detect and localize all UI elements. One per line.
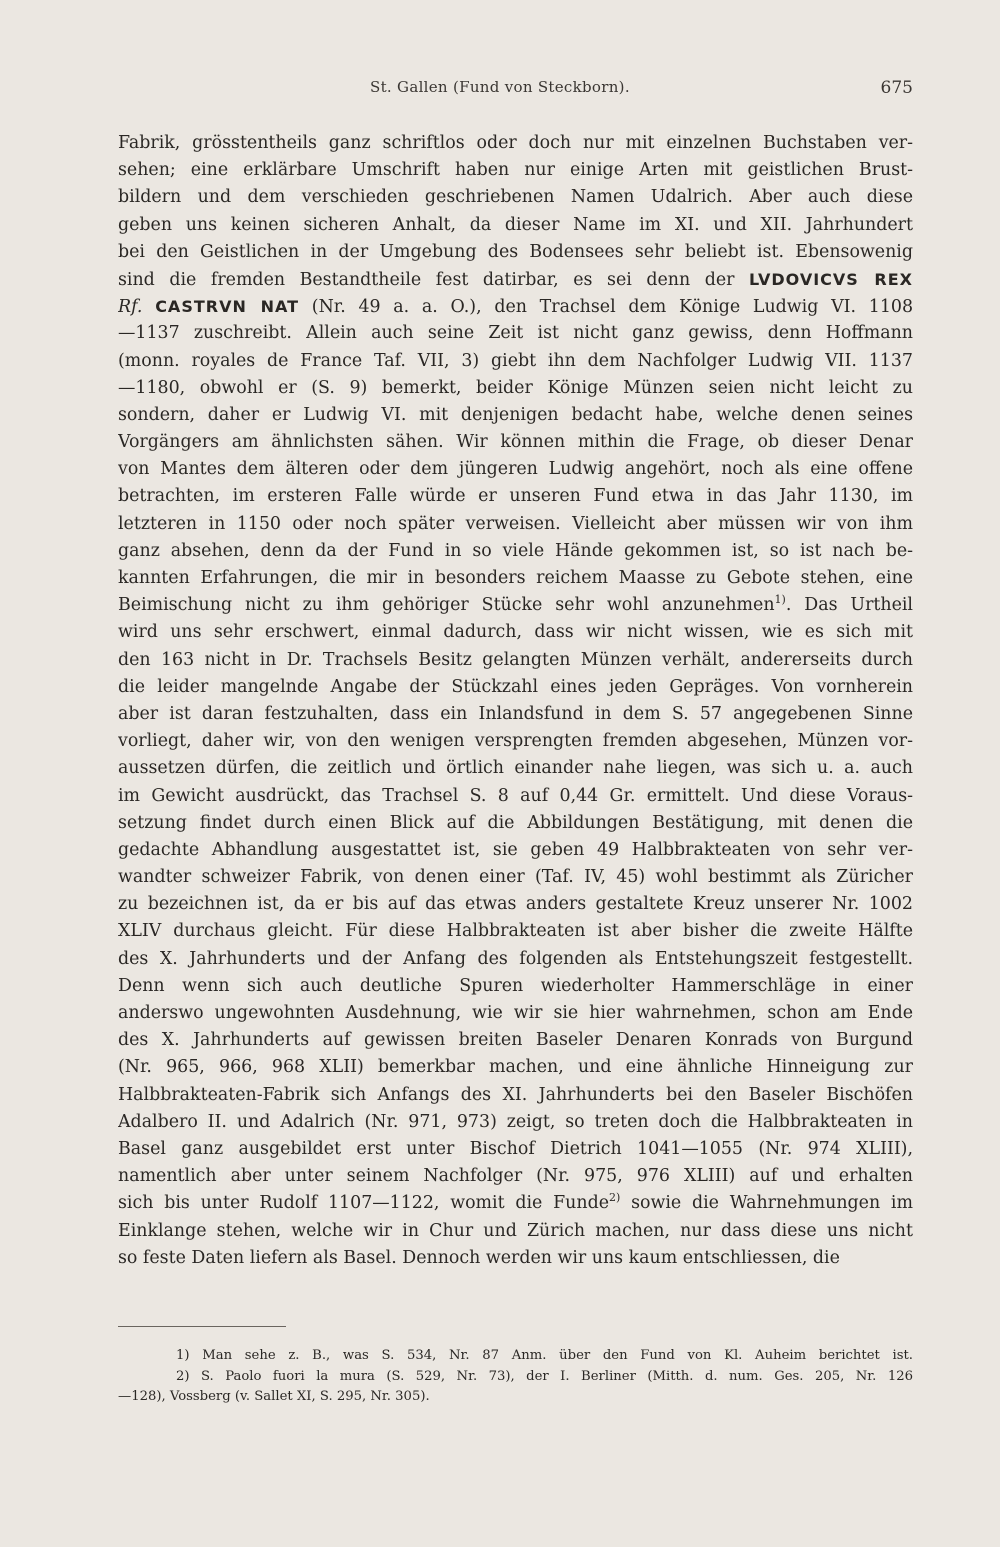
text-line: letzteren in 1150 oder noch später verweisen. Vielleicht aber müssen wir von ihm [118,513,913,534]
text-line: betrachten, im ersteren Falle würde er unseren Fund etwa in das Jahr 1130, im [118,486,913,507]
text-line: die leider mangelnde Angabe der Stückzahl eines jeden Gepräges. Von vornherein [118,676,913,697]
text-line: so feste Daten liefern als Basel. Dennoch werden wir uns kaum entschliessen, die [118,1247,840,1268]
text-line: ganz absehen, denn da der Fund in so viele Hände gekommen ist, so ist nach be- [118,540,913,561]
text-line: Fabrik, grösstentheils ganz schriftlos oder doch nur mit einzelnen Buchstaben ver- [118,133,913,153]
text-line: den 163 nicht in Dr. Trachsels Besitz gelangten Münzen verhält, andererseits durch [118,649,913,670]
text-line [118,266,913,293]
running-title: St. Gallen (Fund von Steckborn). [370,78,630,96]
text-line: geben uns keinen sicheren Anhalt, da dieser Name im XI. und XII. Jahrhundert [118,214,913,235]
reverse-abbrev: Rf. [118,297,143,318]
text-line: sondern, daher er Ludwig VI. mit denjenigen bedacht habe, welche denen seines [118,404,913,425]
footnotes [118,1346,913,1408]
text-segment: sind die fremden Bestandtheile fest datirbar, es sei denn der [118,269,735,290]
coin-legend: CASTRVN NAT [155,297,300,317]
text-line: Denn wenn sich auch deutliche Spuren wiederholter Hammerschläge in einer [118,975,913,996]
footnote-ref: 1) [774,593,786,607]
coin-legend: LVDOVICVS REX [749,269,913,289]
text-line: setzung findet durch einen Blick auf die Abbildungen Bestätigung, mit denen die [118,812,913,833]
text-line: namentlich aber unter seinem Nachfolger (Nr. 975, 976 XLIII) auf und erhalten [118,1166,913,1187]
text-line: sehen; eine erklärbare Umschrift haben nur einige Arten mit geistlichen Brust- [118,160,913,181]
text-segment: sowie die Wahrnehmungen im [631,1193,913,1214]
text-line: (monn. royales de France Taf. VII, 3) giebt ihn dem Nachfolger Ludwig VII. 1137 [118,350,913,371]
page-number: 675 [880,78,913,98]
footnote-rule [118,1326,286,1327]
text-segment: . Das Urtheil [785,595,913,616]
text-line: (Nr. 965, 966, 968 XLII) bemerkbar machen, und eine ähnliche Hinneigung zur [118,1057,913,1078]
text-line: vorliegt, daher wir, von den wenigen versprengten fremden abgesehen, Münzen vor- [118,731,913,752]
text-line [118,293,913,320]
text-line [118,592,913,619]
text-line: wird uns sehr erschwert, einmal dadurch, dass wir nicht wissen, wie es sich mit [118,622,913,643]
text-line: Basel ganz ausgebildet erst unter Bischof Dietrich 1041—1055 (Nr. 974 XLIII), [118,1138,913,1159]
text-line: gedachte Abhandlung ausgestattet ist, sie geben 49 Halbbrakteaten von sehr ver- [118,839,913,860]
text-line: zu bezeichnen ist, da er bis auf das etwas anders gestaltete Kreuz unserer Nr. 1002 [118,894,913,915]
text-line: wandter schweizer Fabrik, von denen einer (Taf. IV, 45) wohl bestimmt als Züricher [118,867,913,888]
text-line: aussetzen dürfen, die zeitlich und örtlich einander nahe liegen, was sich u. a. auch [118,758,913,779]
text-line: aber ist daran festzuhalten, dass ein Inlandsfund in dem S. 57 angegebenen Sinne [118,703,913,724]
text-line: —1180, obwohl er (S. 9) bemerkt, beider Könige Münzen seien nicht leicht zu [118,377,913,398]
text-line: —1137 zuschreibt. Allein auch seine Zeit ist nicht ganz gewiss, denn Hoffmann [118,323,913,344]
text-line: im Gewicht ausdrückt, das Trachsel S. 8 auf 0,44 Gr. ermittelt. Und diese Voraus- [118,785,913,806]
text-line: des X. Jahrhunderts auf gewissen breiten Baseler Denaren Konrads von Burgund [118,1030,913,1051]
text-line: Adalbero II. und Adalrich (Nr. 971, 973) zeigt, so treten doch die Halbbrakteaten in [118,1111,913,1132]
text-segment: Beimischung nicht zu ihm gehöriger Stücke sehr wohl anzunehmen [118,595,775,616]
text-segment: (Nr. 49 a. a. O.), den Trachsel dem Könige Ludwig VI. 1108 [311,297,913,318]
footnote-2: 2) S. Paolo fuori la mura (S. 529, Nr. 73), der I. Berliner (Mitth. d. num. Ges. 205, Nr. 126 [176,1368,913,1384]
text-line: anderswo ungewohnten Ausdehnung, wie wir sie hier wahrnehmen, schon am Ende [118,1003,913,1023]
body-text [118,130,913,1272]
text-segment: sich bis unter Rudolf 1107—1122, womit die Funde [118,1193,609,1214]
footnote-ref: 2) [609,1191,621,1205]
text-line: des X. Jahrhunderts und der Anfang des folgenden als Entstehungszeit festgestellt. [118,948,913,969]
text-line: XLIV durchaus gleicht. Für diese Halbbrakteaten ist aber bisher die zweite Hälfte [118,921,913,942]
footnote-1: 1) Man sehe z. B., was S. 534, Nr. 87 Anm. über den Fund von Kl. Auheim berichtet ist. [176,1348,913,1363]
text-line: Halbbrakteaten-Fabrik sich Anfangs des XI. Jahrhunderts bei den Baseler Bischöfen [118,1084,913,1105]
footnote-2-continued: —128), Vossberg (v. Sallet XI, S. 295, Nr. 305). [118,1389,430,1404]
text-line: Vorgängers am ähnlichsten sähen. Wir können mithin die Frage, ob dieser Denar [118,432,913,453]
text-line: bei den Geistlichen in der Umgebung des Bodensees sehr beliebt ist. Ebensowenig [118,241,913,262]
text-line: bildern und dem verschieden geschriebenen Namen Udalrich. Aber auch diese [118,187,913,208]
text-line [118,1190,913,1217]
text-line: Einklange stehen, welche wir in Chur und Zürich machen, nur dass diese uns nicht [118,1220,913,1241]
page-header [118,78,913,102]
text-line: kannten Erfahrungen, die mir in besonders reichem Maasse zu Gebote stehen, eine [118,568,913,588]
text-line: von Mantes dem älteren oder dem jüngeren Ludwig angehört, noch als eine offene [118,459,913,480]
